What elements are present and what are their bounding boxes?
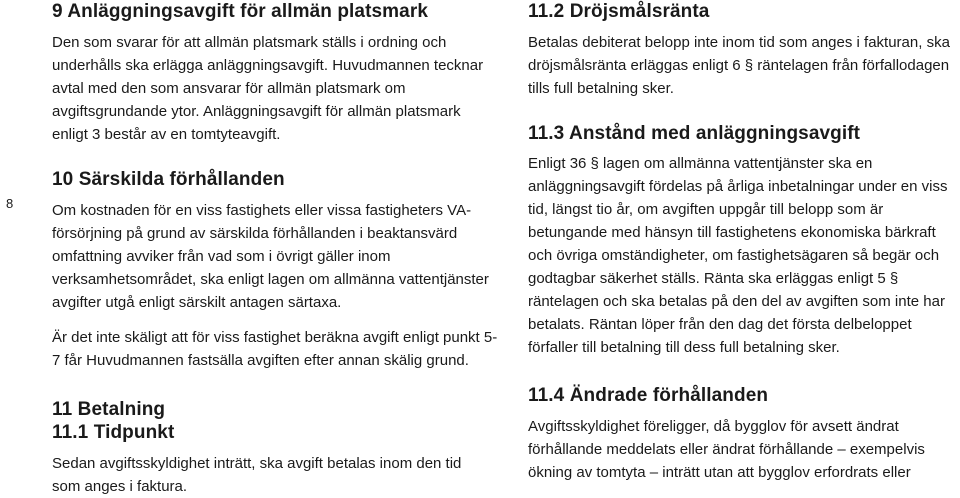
section-11-3-heading: 11.3 Anstånd med anläggningsavgift (528, 123, 861, 144)
section-11-4-text: Avgiftsskyldighet föreligger, då bygglov för avsett ändrat förhållande meddelats eller ändrat förhållande – exempelvis ökning av tomtyta – inträtt utan att bygglov erfordrats eller (528, 418, 925, 481)
page-number: 8 (6, 196, 14, 211)
section-11-2-text: Betalas debiterat belopp inte inom tid som anges i fakturan, ska dröjsmålsränta erläggas enligt 6 § räntelagen från förfallodagen tills full betalning sker. (528, 34, 950, 97)
section-11-heading: 11 Betalning (52, 399, 166, 420)
section-11-2-heading: 11.2 Dröjsmålsränta (528, 1, 710, 22)
section-9-heading: 9 Anläggningsavgift för allmän platsmark (52, 1, 428, 22)
section-11-1-heading: 11.1 Tidpunkt (52, 422, 175, 443)
section-11-1-text: Sedan avgiftsskyldighet inträtt, ska avgift betalas inom den tid som anges i faktura. (52, 455, 462, 495)
section-10-text-2: Är det inte skäligt att för viss fastighet beräkna avgift enligt punkt 5-7 får Huvudmannen fastsälla avgiften efter annan skälig grund. (52, 329, 498, 369)
section-9-text: Den som svarar för att allmän platsmark ställs i ordning och underhålls ska erlägga anläggningsavgift. Huvudmannen tecknar avtal med den som ansvarar för allmän platsmark om avgiftsgrundande ytor. Anläggningsavgift för allmän platsmark enligt 3 består av en tomtyteavgift. (52, 34, 484, 143)
section-11-4-heading: 11.4 Ändrade förhållanden (528, 385, 769, 406)
section-11-3-text: Enligt 36 § lagen om allmänna vattentjänster ska en anläggningsavgift fördelas på årliga inbetalningar under en viss tid, längst tio år, om avgiften uppgår till belopp som är betungande med hänsyn till fastighetens ekonomiska bärkraft och övriga omständigheter, om fastighetsägaren så begär och godtagbar säkerhet ställs. Ränta ska erläggas enligt 5 § räntelagen och ska betalas på den del av avgiften som inte har betalats. Räntan löper från den dag det första delbeloppet förfaller till betalning till dess full betalning sker. (528, 155, 948, 356)
section-10-text-1: Om kostnaden för en viss fastighets eller vissa fastigheters VA-försörjning på grund av särskilda förhållanden i beaktansvärd omfattning avviker från vad som i övrigt gäller inom verksamhetsområdet, ska enligt lagen om allmänna vattentjänster avgifter utgå enligt särskilt antagen särtaxa. (52, 202, 489, 311)
section-10-heading: 10 Särskilda förhållanden (52, 169, 285, 190)
